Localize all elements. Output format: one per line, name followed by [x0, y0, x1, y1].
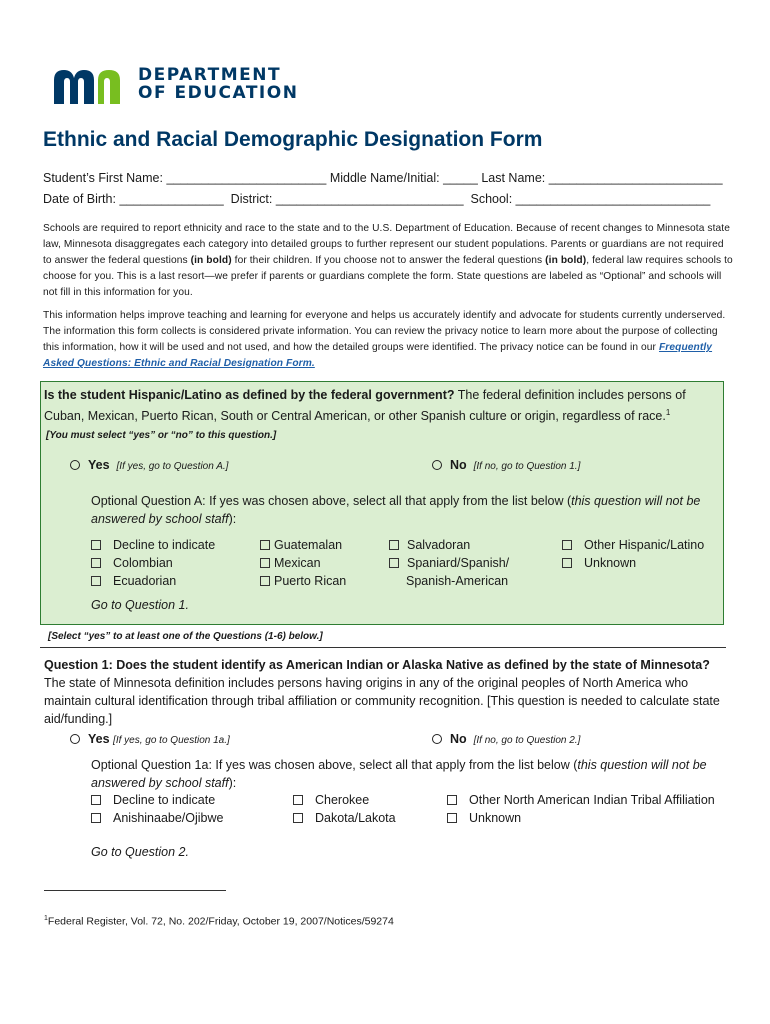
checkbox-icon[interactable] — [562, 558, 572, 568]
checkbox-icon[interactable] — [293, 795, 303, 805]
checkbox-option-continued: Spanish-American — [406, 574, 509, 588]
goto-question-2: Go to Question 2. — [91, 845, 189, 859]
checkbox-option[interactable]: Guatemalan — [260, 536, 346, 554]
checkbox-icon[interactable] — [91, 813, 101, 823]
info-fields-row — [43, 192, 710, 206]
checkbox-icon[interactable] — [389, 558, 399, 568]
middle-name-label: Middle Name/Initial: — [329, 171, 440, 185]
checkbox-icon[interactable] — [91, 558, 101, 568]
checkbox-icon[interactable] — [91, 795, 101, 805]
checkbox-option[interactable]: Spaniard/Spanish/ — [389, 554, 509, 572]
checkbox-option[interactable]: Decline to indicate — [91, 536, 215, 554]
mn-logo-icon — [52, 66, 132, 106]
checkbox-icon[interactable] — [293, 813, 303, 823]
dob-field[interactable]: _______________ — [119, 192, 224, 206]
optional-question-a: Optional Question A: If yes was chosen above, select all that apply from the list below (this question will not be answered by school staff): — [91, 494, 701, 526]
select-yes-note: [Select “yes” to at least one of the Questions (1-6) below.] — [48, 631, 323, 642]
checkbox-icon[interactable] — [260, 540, 270, 550]
q1-no-option[interactable]: No [If no, go to Question 2.] — [432, 732, 580, 746]
q1-col1 — [91, 791, 224, 827]
q1-col3 — [447, 791, 715, 827]
district-field[interactable]: ___________________________ — [275, 192, 464, 206]
school-label: School: — [470, 192, 513, 206]
checkbox-icon[interactable] — [91, 576, 101, 586]
dob-label: Date of Birth: — [43, 192, 116, 206]
faq-link[interactable]: Frequently Asked Questions: Ethnic and Racial Designation Form. — [43, 342, 713, 369]
checkbox-option[interactable]: Unknown — [562, 554, 704, 572]
first-name-label: Student’s First Name: — [43, 171, 163, 185]
checkbox-option[interactable]: Puerto Rican — [260, 572, 346, 590]
goto-question-1: Go to Question 1. — [91, 598, 189, 612]
middle-name-field[interactable]: _____ — [443, 171, 478, 185]
optional-question-1a: Optional Question 1a: If yes was chosen above, select all that apply from the list below (this question will not be answered by school staff): — [91, 758, 707, 790]
district-label: District: — [230, 192, 273, 206]
footnote: $^1$Federal Register, Vol. 72, No. 202/Friday, October 19, 2007/Notices/59274 — [44, 915, 394, 928]
checkbox-icon[interactable] — [562, 540, 572, 550]
hispanic-col2 — [260, 536, 346, 590]
checkbox-option[interactable]: Unknown — [447, 809, 715, 827]
checkbox-option[interactable]: Salvadoran — [389, 536, 509, 554]
first-name-field[interactable]: _______________________ — [166, 171, 327, 185]
logo-line2: OF EDUCATION — [138, 83, 299, 103]
page-title: Ethnic and Racial Demographic Designation Form — [43, 128, 543, 151]
must-select-note: [You must select “yes” or “no” to this question.] — [46, 430, 277, 441]
checkbox-option[interactable]: Ecuadorian — [91, 572, 215, 590]
checkbox-option[interactable]: Other Hispanic/Latino — [562, 536, 704, 554]
privacy-paragraph: This information helps improve teaching and learning for everyone and helps us accurately identify and advocate for students currently underserved. The information this form collects is considered private information. You can review the privacy notice to learn more about the purpose of collecting this information, how it will be used and not used, and how the detailed groups were identified. The privacy notice can be found in our Frequently Asked Questions: Ethnic and Racial Designation Form. — [43, 310, 726, 369]
checkbox-icon[interactable] — [91, 540, 101, 550]
hispanic-col4 — [562, 536, 704, 572]
hispanic-question: Is the student Hispanic/Latino as defined by the federal government? The federal definition includes persons of Cuban, Mexican, Puerto Rican, South or Central American, or other Spanish culture or origin, regardless of race.$^1$ — [44, 388, 686, 424]
checkbox-option[interactable]: Other North American Indian Tribal Affiliation — [447, 791, 715, 809]
school-field[interactable]: ____________________________ — [515, 192, 711, 206]
last-name-label: Last Name: — [481, 171, 546, 185]
hispanic-col3 — [389, 536, 509, 590]
hispanic-yes-option[interactable]: Yes [If yes, go to Question A.] — [70, 458, 228, 472]
radio-circle-icon[interactable] — [70, 460, 80, 470]
hispanic-no-option[interactable]: No [If no, go to Question 1.] — [432, 458, 580, 472]
checkbox-option[interactable]: Dakota/Lakota — [293, 809, 396, 827]
checkbox-icon[interactable] — [260, 576, 270, 586]
checkbox-icon[interactable] — [260, 558, 270, 568]
checkbox-option[interactable]: Cherokee — [293, 791, 396, 809]
question-1: Question 1: Does the student identify as American Indian or Alaska Native as defined by the state of Minnesota? The state of Minnesota definition includes persons having origins in any of the original peoples of North America who maintain cultural identification through tribal affiliation or community recognition. [This question is needed to calculate state aid/funding.] — [44, 658, 720, 726]
intro-paragraph: Schools are required to report ethnicity and race to the state and to the U.S. Department of Education. Because of recent changes to Minnesota state law, Minnesota disaggregates each category into detailed groups to further represent our student populations. Parents or guardians are not required to answer the federal questions (in bold) for their children. If you choose not to answer the federal questions (in bold), federal law requires schools to choose for you. This is a last resort—we prefer if parents or guardians complete the form. State questions are labeled as “Optional” and schools will not fill in this information for you. — [43, 223, 733, 298]
q1-yes-option[interactable]: Yes [If yes, go to Question 1a.] — [70, 732, 230, 746]
radio-circle-icon[interactable] — [70, 734, 80, 744]
footnote-divider — [44, 890, 226, 891]
divider — [40, 647, 726, 648]
checkbox-option[interactable]: Decline to indicate — [91, 791, 224, 809]
hispanic-col1 — [91, 536, 215, 590]
q1-col2 — [293, 791, 396, 827]
checkbox-option[interactable]: Mexican — [260, 554, 346, 572]
logo-line1: DEPARTMENT — [138, 65, 282, 85]
logo-text — [138, 66, 298, 102]
radio-circle-icon[interactable] — [432, 734, 442, 744]
checkbox-icon[interactable] — [389, 540, 399, 550]
checkbox-option[interactable]: Colombian — [91, 554, 215, 572]
checkbox-icon[interactable] — [447, 813, 457, 823]
radio-circle-icon[interactable] — [432, 460, 442, 470]
last-name-field[interactable]: _________________________ — [548, 171, 723, 185]
checkbox-option[interactable]: Anishinaabe/Ojibwe — [91, 809, 224, 827]
name-fields-row — [43, 171, 723, 185]
checkbox-icon[interactable] — [447, 795, 457, 805]
